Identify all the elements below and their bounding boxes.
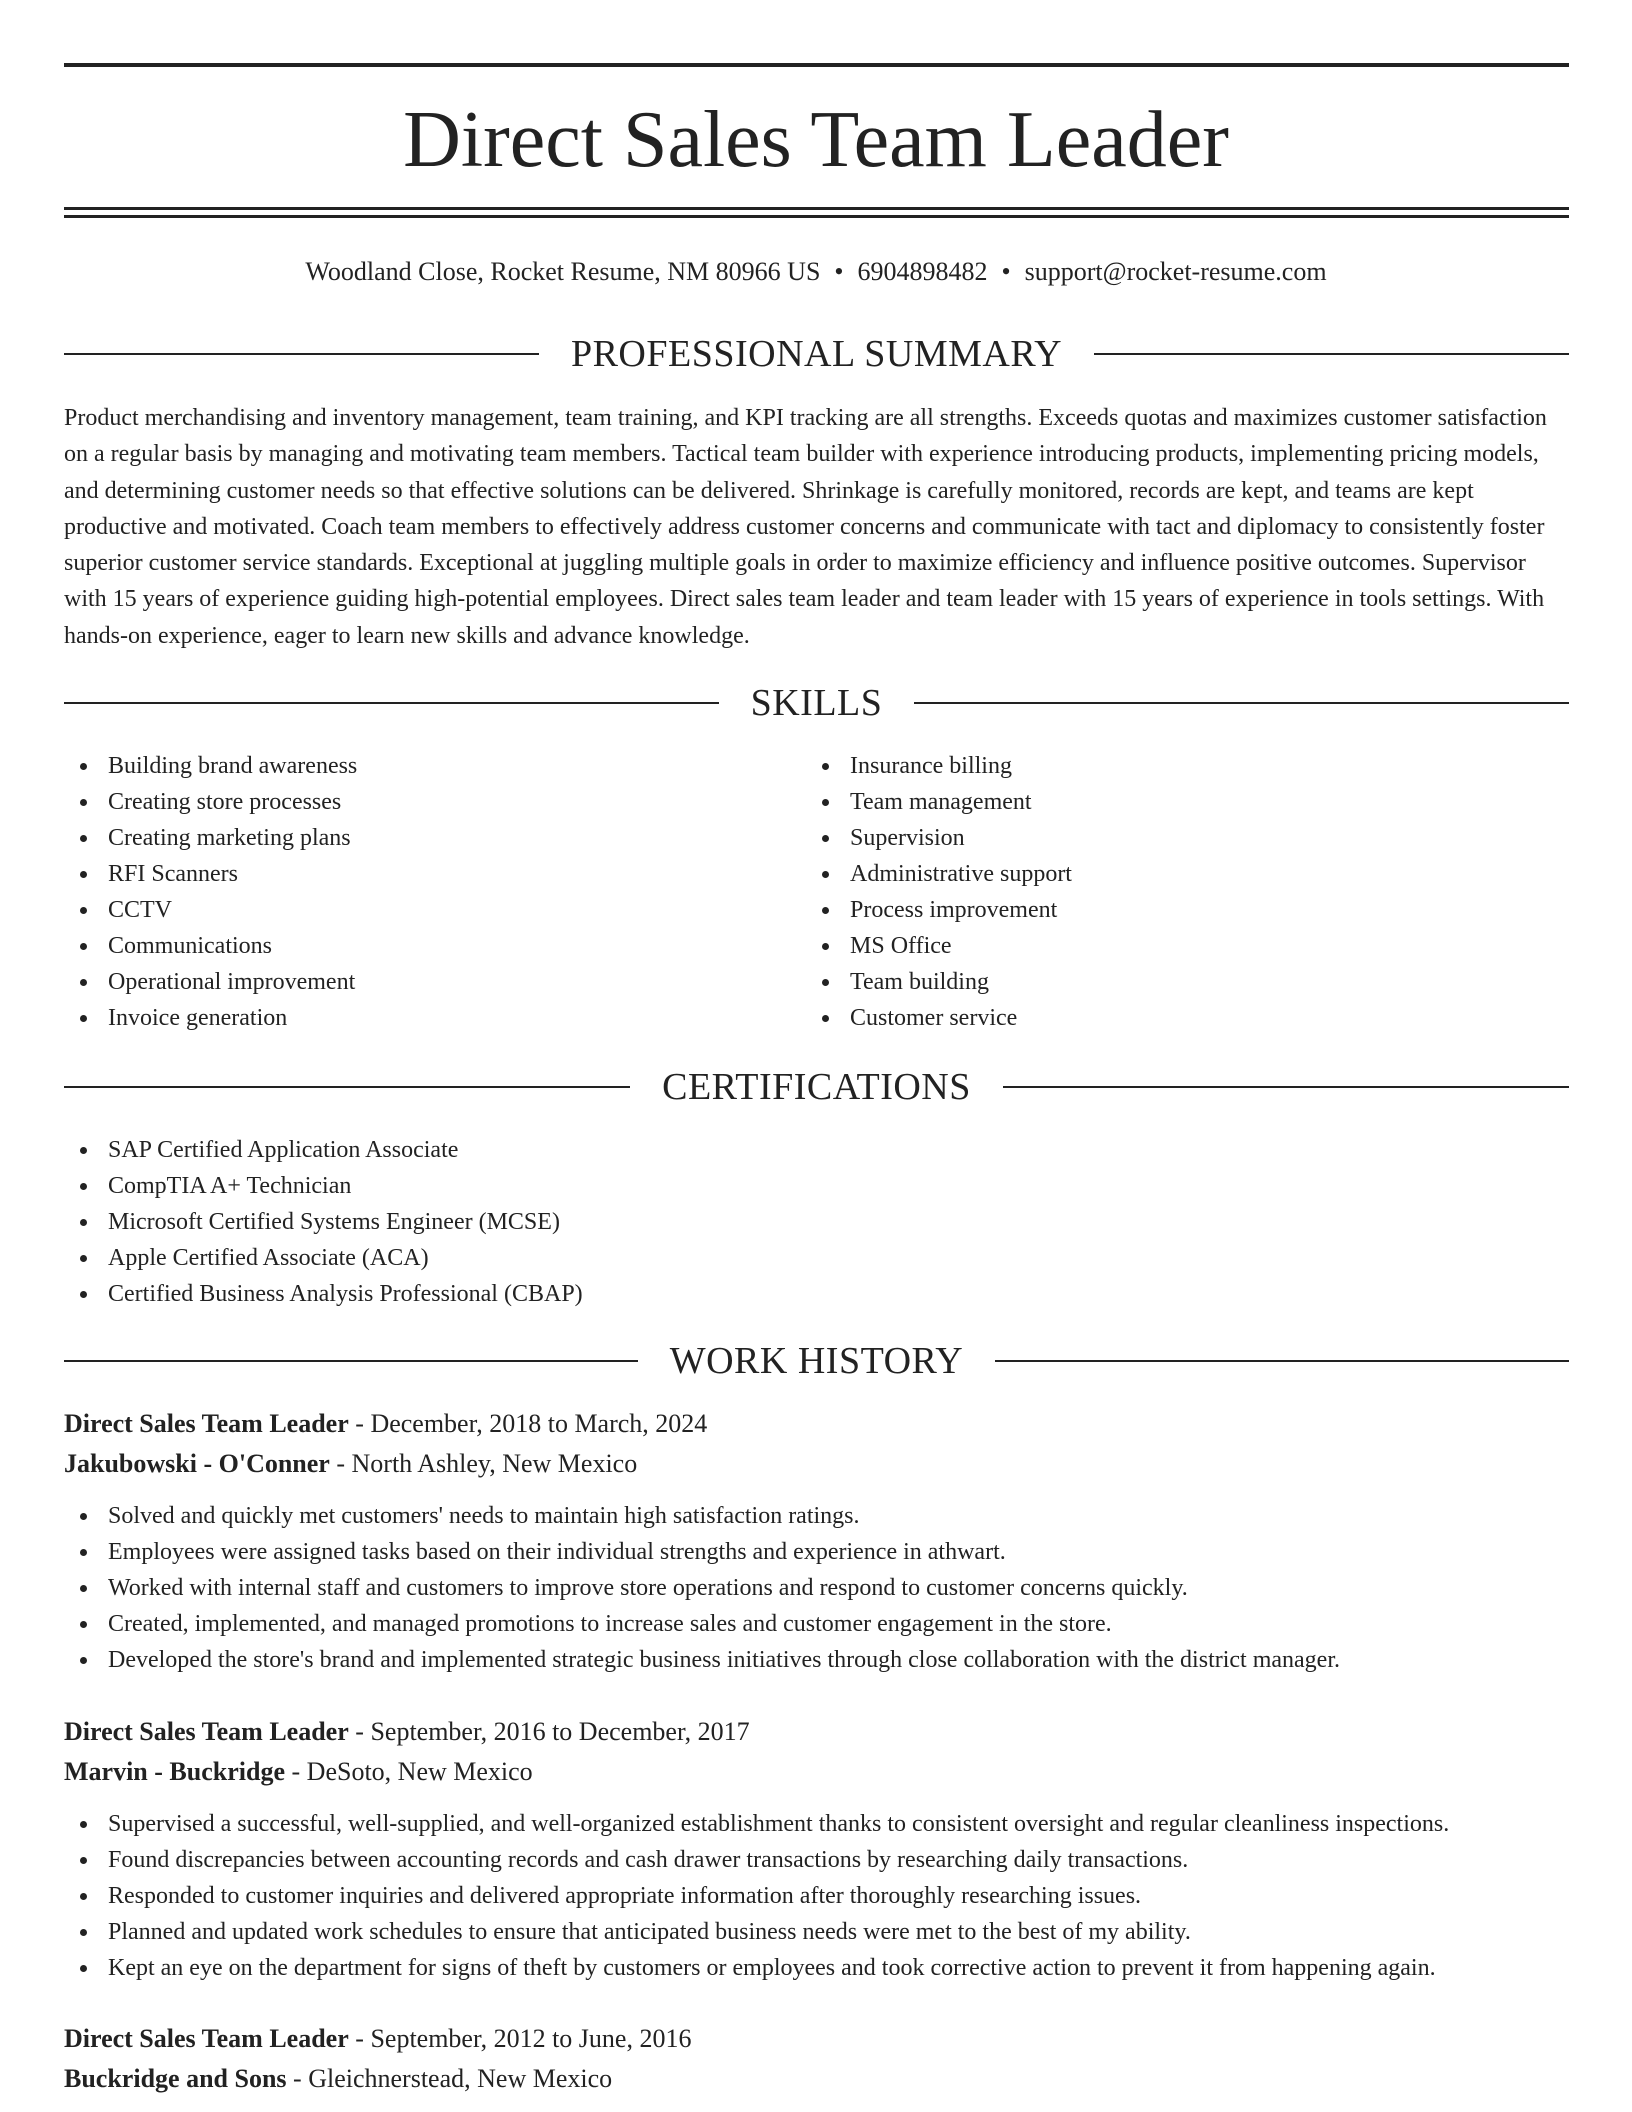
list-item: Employees were assigned tasks based on their individual strengths and experience in athwart. (64, 1534, 1604, 1570)
work-section-header (64, 1337, 1569, 1385)
list-item: Planned and updated work schedules to ensure that anticipated business needs were met to the best of my ability. (64, 1914, 1604, 1950)
certifications-list (64, 1132, 1569, 1312)
section-divider (64, 702, 719, 704)
list-item: Microsoft Certified Systems Engineer (MCSE) (64, 1204, 1569, 1240)
header-rule-upper (64, 207, 1569, 210)
list-item: MS Office (806, 928, 1506, 964)
job-bullets (64, 1806, 1604, 1986)
company-name: Jakubowski - O'Conner (64, 1449, 330, 1478)
contact-line (0, 254, 1632, 290)
phone-text: 6904898482 (857, 257, 988, 286)
job-dates: September, 2012 to June, 2016 (370, 2024, 692, 2053)
list-item: Found discrepancies between accounting records and cash drawer transactions by researching daily transactions. (64, 1842, 1604, 1878)
job-title-line: Direct Sales Team Leader - September, 2016 to December, 2017 (64, 1717, 750, 1746)
section-divider (1003, 1086, 1569, 1088)
list-item: Certified Business Analysis Professional (CBAP) (64, 1276, 1569, 1312)
list-item: Creating store processes (64, 784, 764, 820)
list-item: Customer service (806, 1000, 1506, 1036)
list-item: Operational improvement (64, 964, 764, 1000)
summary-text: Product merchandising and inventory management, team training, and KPI tracking are all strengths. Exceeds quotas and maximizes customer satisfaction on a regular basis by managing and motivating team members. Tactical team builder with experience introducing products, implementing pricing models, and determining customer needs so that effective solutions can be delivered. Shrinkage is carefully monitored, records are kept, and teams are kept productive and motivated. Coach team members to effectively address customer concerns and communicate with tact and diplomacy to consistently foster superior customer service standards. Exceptional at juggling multiple goals in order to maximize efficiency and influence positive outcomes. Supervisor with 15 years of experience guiding high-potential employees. Direct sales team leader and team leader with 15 years of experience in tools settings. With hands-on experience, eager to learn new skills and advance knowledge. (64, 405, 1547, 649)
job-dates: December, 2018 to March, 2024 (370, 1409, 708, 1438)
list-item: CCTV (64, 892, 764, 928)
list-item: Kept an eye on the department for signs of theft by customers or employees and took corrective action to prevent it from happening again. (64, 1950, 1604, 1986)
certifications-heading: CERTIFICATIONS (662, 1066, 971, 1108)
job-title-line: Direct Sales Team Leader - September, 2012 to June, 2016 (64, 2024, 692, 2053)
list-item: Administrative support (806, 856, 1506, 892)
address-text: Woodland Close, Rocket Resume, NM 80966 US (305, 257, 821, 286)
job-dates: September, 2016 to December, 2017 (370, 1717, 750, 1746)
list-item: Communications (64, 928, 764, 964)
section-divider (64, 353, 539, 355)
skills-list-left (64, 748, 764, 1036)
section-divider (995, 1360, 1569, 1362)
skills-heading: SKILLS (750, 682, 883, 724)
list-item: Building brand awareness (64, 748, 764, 784)
header-top-rule (64, 63, 1569, 67)
list-item: Responded to customer inquiries and delivered appropriate information after thoroughly researching issues. (64, 1878, 1604, 1914)
page-title: Direct Sales Team Leader (403, 96, 1229, 184)
work-heading: WORK HISTORY (669, 1340, 964, 1382)
skills-section-header (64, 679, 1569, 727)
job-bullets (64, 1498, 1604, 1678)
section-divider (914, 702, 1569, 704)
summary-section-header (64, 330, 1569, 378)
list-item: Worked with internal staff and customers to improve store operations and respond to customer concerns quickly. (64, 1570, 1604, 1606)
list-item: Supervision (806, 820, 1506, 856)
job-title: Direct Sales Team Leader (64, 2024, 349, 2053)
list-item: Apple Certified Associate (ACA) (64, 1240, 1569, 1276)
job-company-line: Jakubowski - O'Conner - North Ashley, New Mexico (64, 1449, 638, 1478)
list-item: Team management (806, 784, 1506, 820)
email-text: support@rocket-resume.com (1024, 257, 1327, 286)
summary-heading: PROFESSIONAL SUMMARY (570, 333, 1063, 375)
job-company-line: Buckridge and Sons - Gleichnerstead, New Mexico (64, 2064, 613, 2093)
job-title: Direct Sales Team Leader (64, 1409, 349, 1438)
section-divider (64, 1086, 630, 1088)
company-location: Gleichnerstead, New Mexico (308, 2064, 613, 2093)
certifications-section-header (64, 1063, 1569, 1111)
company-location: DeSoto, New Mexico (306, 1757, 533, 1786)
list-item: SAP Certified Application Associate (64, 1132, 1569, 1168)
list-item: Invoice generation (64, 1000, 764, 1036)
list-item: CompTIA A+ Technician (64, 1168, 1569, 1204)
section-divider (1094, 353, 1569, 355)
contact-separator: • (834, 257, 844, 286)
job-company-line: Marvin - Buckridge - DeSoto, New Mexico (64, 1757, 533, 1786)
company-name: Marvin - Buckridge (64, 1757, 285, 1786)
list-item: Process improvement (806, 892, 1506, 928)
list-item: Solved and quickly met customers' needs to maintain high satisfaction ratings. (64, 1498, 1604, 1534)
header-rule-lower (64, 215, 1569, 218)
list-item: Developed the store's brand and implemented strategic business initiatives through close collaboration with the district manager. (64, 1642, 1604, 1678)
company-name: Buckridge and Sons (64, 2064, 287, 2093)
list-item: Insurance billing (806, 748, 1506, 784)
skills-list-right (806, 748, 1506, 1036)
job-title-line: Direct Sales Team Leader - December, 2018 to March, 2024 (64, 1409, 708, 1438)
contact-separator: • (1001, 257, 1011, 286)
list-item: Team building (806, 964, 1506, 1000)
list-item: Creating marketing plans (64, 820, 764, 856)
list-item: RFI Scanners (64, 856, 764, 892)
list-item: Supervised a successful, well-supplied, and well-organized establishment thanks to consistent oversight and regular cleanliness inspections. (64, 1806, 1604, 1842)
section-divider (64, 1360, 638, 1362)
list-item: Created, implemented, and managed promotions to increase sales and customer engagement in the store. (64, 1606, 1604, 1642)
company-location: North Ashley, New Mexico (351, 1449, 638, 1478)
job-title: Direct Sales Team Leader (64, 1717, 349, 1746)
